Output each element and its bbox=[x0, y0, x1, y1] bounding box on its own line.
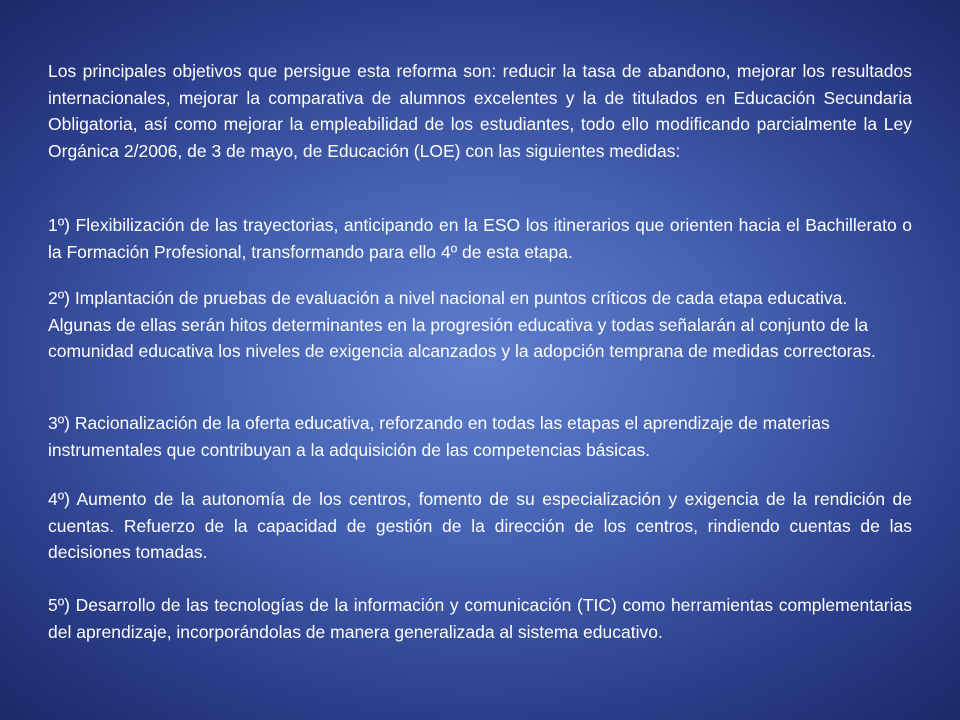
intro-paragraph: Los principales objetivos que persigue esta reforma son: reducir la tasa de abandono, mejorar los resultados internacionales, mejorar la comparativa de alumnos excelentes y la de titulados en Educación Secundaria Obligatoria, así como mejorar la empleabilidad de los estudiantes, todo ello modificando parcialmente la Ley Orgánica 2/2006, de 3 de mayo, de Educación (LOE) con las siguientes medidas: bbox=[48, 61, 912, 161]
measure-1-paragraph: 1º) Flexibilización de las trayectorias, anticipando en la ESO los itinerarios que orienten hacia el Bachillerato o la Formación Profesional, transformando para ello 4º de esta etapa. bbox=[48, 215, 912, 262]
measure-3-paragraph: 3º) Racionalización de la oferta educativa, reforzando en todas las etapas el aprendizaje de materias instrumentales que contribuyan a la adquisición de las competencias básicas. bbox=[48, 413, 830, 460]
measure-4-paragraph: 4º) Aumento de la autonomía de los centros, fomento de su especialización y exigencia de la rendición de cuentas. Refuerzo de la capacidad de gestión de la dirección de los centros, rindiendo cuentas de las decisiones tomadas. bbox=[48, 489, 912, 562]
measure-5-paragraph: 5º) Desarrollo de las tecnologías de la información y comunicación (TIC) como herramientas complementarias del aprendizaje, incorporándolas de manera generalizada al sistema educativo. bbox=[48, 595, 912, 642]
measure-2-paragraph: 2º) Implantación de pruebas de evaluación a nivel nacional en puntos críticos de cada etapa educativa. Algunas de ellas serán hitos determinantes en la progresión educativa y todas señalarán al conjunto de la comunidad educativa los niveles de exigencia alcanzados y la adopción temprana de medidas correctoras. bbox=[48, 288, 876, 361]
